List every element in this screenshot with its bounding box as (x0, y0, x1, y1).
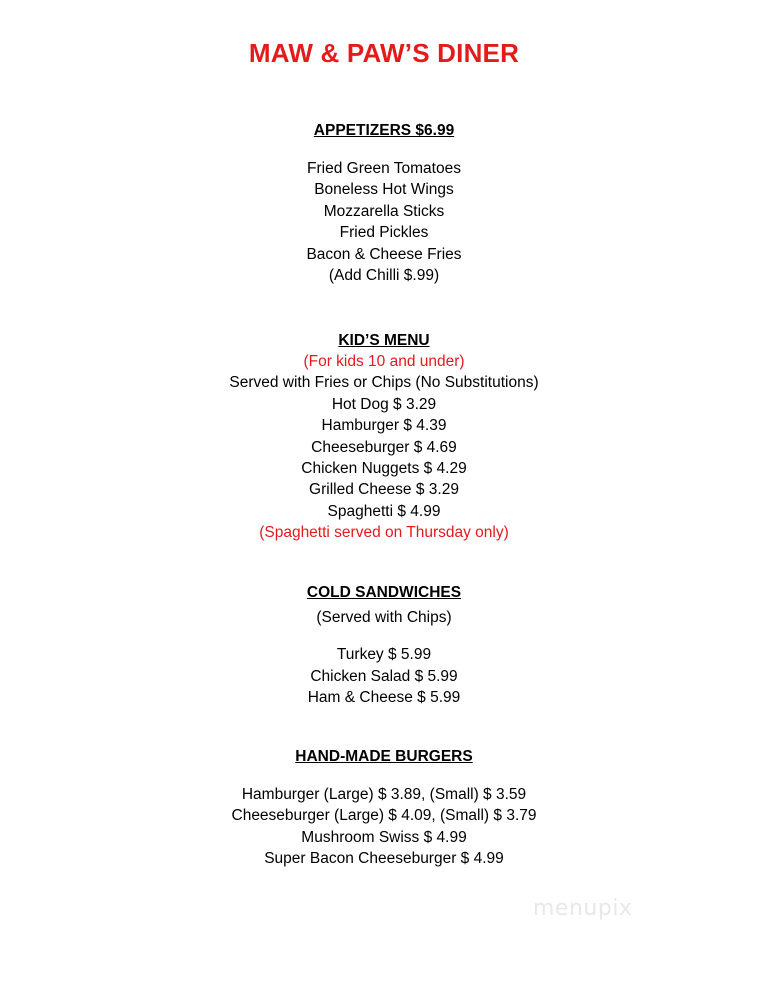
kids-item: Chicken Nuggets $ 4.29 (301, 460, 467, 478)
appetizer-item: Boneless Hot Wings (314, 181, 454, 199)
burger-item: Mushroom Swiss $ 4.99 (301, 828, 467, 846)
kids-served-with: Served with Fries or Chips (No Substitutions) (229, 374, 539, 392)
appetizers-heading: APPETIZERS $6.99 (313, 122, 455, 139)
kids-item: Grilled Cheese $ 3.29 (309, 481, 459, 499)
burger-item: Cheeseburger (Large) $ 4.09, (Small) $ 3.79 (231, 807, 537, 825)
spacer (0, 767, 768, 784)
kids-item: Hamburger $ 4.39 (321, 417, 447, 435)
spacer (0, 141, 768, 158)
appetizer-item: Fried Pickles (339, 224, 429, 242)
menupix-watermark: menupix (533, 896, 633, 921)
sandwich-item: Chicken Salad $ 5.99 (310, 667, 458, 685)
appetizers-section (0, 120, 768, 286)
kids-menu-heading: KID’S MENU (338, 332, 430, 349)
spacer (0, 628, 768, 644)
kids-item: Cheeseburger $ 4.69 (311, 438, 457, 456)
burgers-section (0, 746, 768, 870)
menu-title: MAW & PAW’S DINER (248, 38, 520, 68)
burger-item: Hamburger (Large) $ 3.89, (Small) $ 3.59 (241, 786, 527, 803)
kids-item: Spaghetti $ 4.99 (327, 502, 441, 520)
sandwich-item: Ham & Cheese $ 5.99 (307, 689, 461, 707)
burger-item: Super Bacon Cheeseburger $ 4.99 (264, 850, 504, 868)
appetizer-item: (Add Chilli $.99) (328, 267, 440, 285)
kids-age-note: (For kids 10 and under) (303, 353, 465, 370)
kids-item: Hot Dog $ 3.29 (331, 395, 437, 413)
sandwich-item: Turkey $ 5.99 (336, 646, 432, 664)
appetizer-item: Bacon & Cheese Fries (306, 245, 462, 263)
kids-menu-section (0, 330, 768, 544)
cold-sandwiches-served-with: (Served with Chips) (316, 609, 452, 626)
appetizer-item: Mozzarella Sticks (323, 202, 445, 220)
cold-sandwiches-section (0, 582, 768, 709)
spaghetti-note: (Spaghetti served on Thursday only) (259, 524, 509, 542)
appetizer-item: Fried Green Tomatoes (307, 160, 461, 177)
cold-sandwiches-heading: COLD SANDWICHES (306, 584, 462, 601)
burgers-heading: HAND-MADE BURGERS (295, 748, 473, 765)
